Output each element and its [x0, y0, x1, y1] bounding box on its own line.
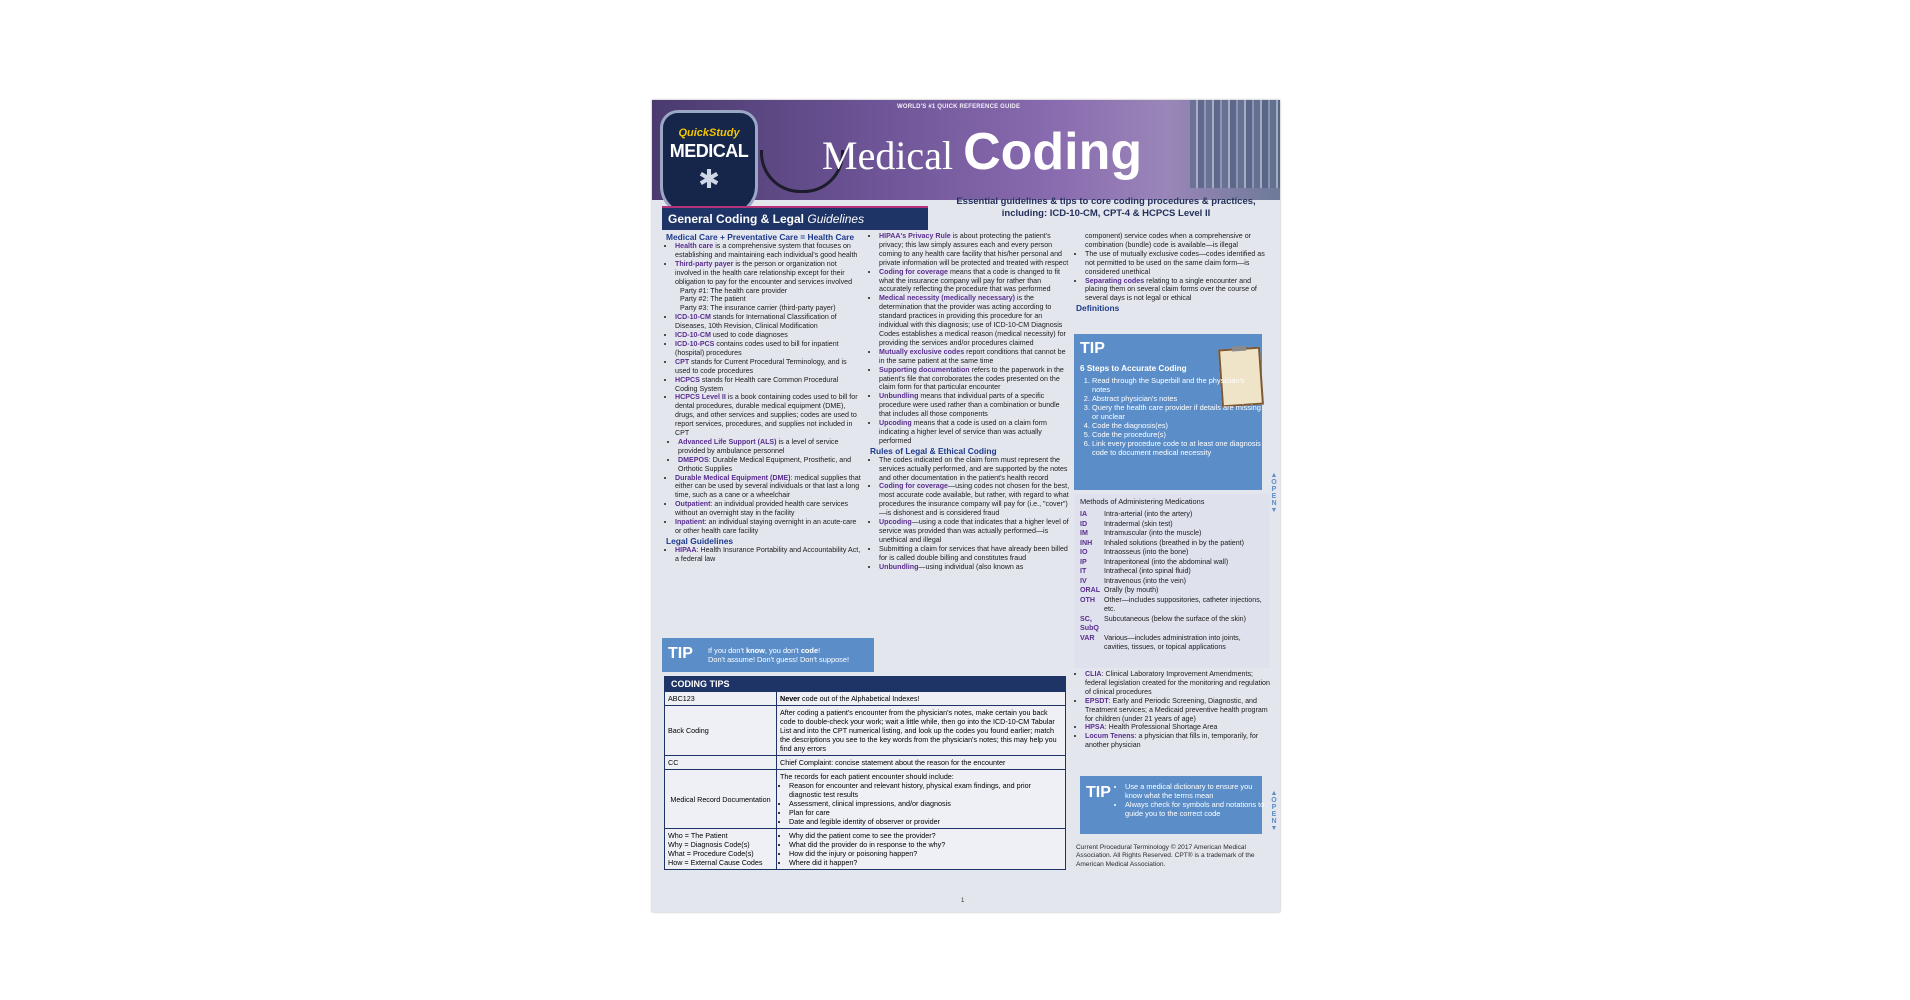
medications-box [1074, 494, 1270, 668]
documentation-list [780, 781, 1062, 826]
list-item: • Upcoding means that a code is used on a claim form indicating a higher level of service than was actually performed [879, 419, 1070, 446]
abbreviation: IV [1080, 576, 1087, 585]
table-row [1080, 510, 1264, 520]
list-item: • Submitting a claim for services that have already been billed for is called double billing and constitutes fraud [879, 545, 1070, 563]
step-item: 3. Query the health care provider if details are missing or unclear [1092, 403, 1262, 421]
col1-heading: Medical Care + Preventative Care = Health Care [666, 232, 855, 242]
quickstudy-logo [660, 110, 758, 216]
table-row [1080, 634, 1264, 653]
coding-tips-table [664, 676, 1066, 870]
tagline: WORLD'S #1 QUICK REFERENCE GUIDE [897, 104, 1021, 110]
list-item: • ICD-10-CM stands for International Classification of Diseases, 10th Revision, Clinical Modification [675, 313, 862, 331]
table-row [665, 706, 1065, 756]
party-item: Party #1: The health care provider [680, 286, 788, 295]
legal-heading: Legal Guidelines [666, 535, 734, 546]
row-text: The records for each patient encounter should include: • Reason for encounter and relevant history, physical exam findings, and prior diagnostic test results • Assessment, clinical impressions, and/or diagnosis • Plan for care • Date and legible identity of observer or provider [777, 770, 1066, 829]
header-banner [652, 100, 1280, 200]
abbreviation: IA [1080, 510, 1088, 518]
abbreviation: IP [1080, 557, 1087, 566]
description: Intramuscular (into the muscle) [1104, 529, 1202, 537]
column-4 [1076, 670, 1272, 750]
tip-box-3 [1080, 776, 1265, 834]
row-label: CC [665, 756, 777, 770]
table-row [1080, 529, 1264, 539]
party-list [666, 287, 862, 314]
description: Intravenous (into the vein) [1104, 576, 1187, 585]
table-row [1080, 596, 1264, 615]
list-item: • Always check for symbols and notations to guide you to the correct code [1125, 800, 1267, 818]
w-label: What = Procedure Code(s) [668, 849, 754, 858]
step-item: 6. Link every procedure code to at least one diagnosis code to document medical necessity [1092, 439, 1262, 457]
table-row [1080, 567, 1264, 577]
tip-label: TIP [668, 645, 693, 662]
abbreviation: IO [1080, 548, 1088, 556]
row-label: ABC123 [665, 692, 777, 706]
w-label: Why = Diagnosis Code(s) [668, 840, 750, 849]
w-label: How = External Cause Codes [668, 858, 763, 867]
column-2 [870, 232, 1070, 572]
questions-list [780, 831, 1062, 867]
list-item: • The codes indicated on the claim form must represent the services actually performed, and are supported by the notes and other documentation in the patient's health record [879, 456, 1070, 483]
tip-text: If you don't know, you don't code! Don't assume! Don't guess! Don't suppose! [708, 646, 850, 664]
description: Subcutaneous (below the surface of the skin) [1104, 614, 1246, 623]
list-item: • CLIA: Clinical Laboratory Improvement Amendments; federal legislation created for the monitoring and regulation of clinical procedures [1085, 670, 1272, 697]
reference-sheet [652, 100, 1280, 912]
col3-list [1076, 250, 1272, 303]
tip3-list [1116, 782, 1267, 818]
title-light: Medical [822, 133, 954, 178]
copyright-notice: Current Procedural Terminology © 2017 American Medical Association. All Rights Reserved. CPT® is a trademark of the American Medical Association. [1076, 844, 1255, 868]
list-item: • Locum Tenens: a physician that fills in, temporarily, for another physician [1085, 732, 1272, 750]
tip-box-1 [662, 638, 874, 672]
title-bold: Coding [963, 123, 1143, 181]
table-row [1080, 586, 1264, 596]
tip-label: TIP [1080, 340, 1105, 357]
col4-list [1076, 670, 1272, 750]
list-item: • HIPAA: Health Insurance Portability and Accountability Act, a federal law [675, 546, 862, 564]
list-item: • Coding for coverage—using codes not chosen for the best, most accurate code available, but rather, with regard to what procedures the insurance company will pay for (i.e., "cover")—is dishonest and is considered fraud [879, 482, 1070, 518]
col1-list [666, 242, 862, 287]
list-item: • Coding for coverage means that a code is changed to fit what the insurance company will pay for rather than accurately reflecting the procedure that was performed [879, 268, 1070, 295]
col1-sublist [666, 438, 862, 474]
steps-title: 6 Steps to Accurate Coding [1080, 364, 1187, 373]
abbreviation: ORAL [1080, 586, 1101, 594]
list-item: • HCPCS stands for Health care Common Procedural Coding System [675, 376, 862, 394]
list-item: • ICD-10-PCS contains codes used to bill for inpatient (hospital) procedures [675, 340, 862, 358]
table-row [665, 756, 1065, 770]
row-label: Medical Record Documentation [665, 770, 777, 829]
list-item: • Upcoding—using a code that indicates that a higher level of service was provided than was actually performed—is unethical and illegal [879, 518, 1070, 545]
coding-tips-title: CODING TIPS [665, 677, 1065, 691]
list-item: • Separating codes relating to a single encounter and placing them on several claim forms over the course of several days is not legal or ethical [1085, 277, 1272, 304]
list-item: • HCPCS Level II is a book containing codes used to bill for dental procedures, durable medical equipment (DME), drugs, and other services and supplies; codes are used to report services, procedures, and supplies not included in CPT [675, 393, 862, 438]
table-row [1080, 558, 1264, 568]
logo-brand: QuickStudy [678, 127, 740, 139]
list-item: • Health care is a comprehensive system that focuses on establishing and maintaining each individual's good health [675, 242, 862, 260]
description: Intraosseus (into the bone) [1104, 548, 1189, 556]
list-item: • ICD-10-CM used to code diagnoses [675, 331, 862, 340]
list-item: • Advanced Life Support (ALS) is a level of service provided by ambulance personnel [678, 438, 862, 456]
table-row [1080, 520, 1264, 530]
list-item: • What did the provider do in response to the why? [789, 840, 1062, 849]
list-item: • Plan for care [789, 808, 1062, 817]
list-item: • How did the injury or poisoning happen? [789, 849, 1062, 858]
list-item: • Outpatient: an individual provided health care services without an overnight stay in the facility [675, 500, 862, 518]
column-1 [666, 232, 862, 564]
row-text [777, 829, 1066, 870]
step-item: 5. Code the procedure(s) [1092, 430, 1262, 439]
list-item: • Reason for encounter and relevant history, physical exam findings, and prior diagnostic test results [789, 781, 1062, 799]
row-label: Back Coding [665, 706, 777, 756]
abbreviation: ID [1080, 519, 1088, 528]
column-3 [1076, 232, 1272, 313]
col3-continuation: component) service codes when a comprehensive or combination (bundle) code is available—is illegal [1085, 232, 1251, 249]
party-item: Party #3: The insurance carrier (third-party payer) [680, 304, 836, 313]
description: Intraperitoneal (into the abdominal wall) [1104, 557, 1229, 566]
list-item: • Medical necessity (medically necessary) is the determination that the provider was acting according to standard practices in providing this procedure for an individual with this diagnosis; use of ICD-10-CM Diagnosis Codes establishes a medical reason (medical necessity) for providing the services and/or procedures claimed [879, 294, 1070, 347]
medications-table [1080, 510, 1264, 653]
list-item: • DMEPOS: Durable Medical Equipment, Prosthetic, and Orthotic Supplies [678, 456, 862, 474]
list-item: • Why did the patient come to see the provider? [789, 831, 1062, 840]
description: Intrathecal (into spinal fluid) [1104, 567, 1191, 575]
rules-heading: Rules of Legal & Ethical Coding [870, 445, 997, 456]
list-item: • Durable Medical Equipment (DME): medical supplies that either can be used by several individuals or that last a long time, such as a cane or a wheelchair [675, 474, 862, 501]
table-row [1080, 548, 1264, 558]
definitions-heading: Definitions [1076, 303, 1120, 314]
party-item: Party #2: The patient [680, 295, 746, 304]
rules-list [870, 456, 1070, 572]
abbreviation: OTH [1080, 595, 1095, 604]
table-row [665, 770, 1065, 829]
star-of-life-icon: ✱ [698, 164, 720, 194]
description: Various—includes administration into joints, cavities, tissues, or topical applications [1104, 633, 1241, 651]
w-label: Who = The Patient [668, 831, 728, 840]
legal-list [666, 546, 862, 564]
list-item: • HIPAA's Privacy Rule is about protecting the patient's privacy; this law simply assures each and every person coming to any health care facility that his/her personal and private information will be protected and treated with respect [879, 232, 1070, 268]
list-item: • Where did it happen? [789, 858, 1062, 867]
description: Intradermal (skin test) [1104, 519, 1173, 528]
page-title [822, 122, 1142, 182]
description: Other—includes suppositories, catheter injections, etc. [1104, 595, 1262, 613]
table-row [665, 829, 1065, 870]
abbreviation: IM [1080, 529, 1088, 537]
description: Orally (by mouth) [1104, 586, 1159, 594]
list-item: • Unbundling—using individual (also known as [879, 563, 1070, 572]
tip-label: TIP [1086, 784, 1111, 801]
table-row [1080, 577, 1264, 587]
section-heading: General Coding & Legal Guidelines [662, 206, 928, 230]
list-item: • Supporting documentation refers to the paperwork in the patient's file that corroborates the codes presented on the claim form for that particular encounter [879, 366, 1070, 393]
row-text: After coding a patient's encounter from the physician's notes, make certain you back code to double-check your work; wait a little while, then go into the ICD-10-CM Tabular List and into the CPT numerical listing, and look up the codes you found earlier; match the descriptions you see to the key words from the physician's notes; this may help you find any errors [777, 706, 1066, 756]
col1-list-2 [666, 313, 862, 438]
description: Inhaled solutions (breathed in by the patient) [1104, 538, 1244, 547]
list-item: • Unbundling means that individual parts of a specific procedure were used rather than a combination or bundle that includes all those components [879, 392, 1070, 419]
steps-list [1078, 376, 1262, 457]
medications-title: Methods of Administering Medications [1080, 497, 1205, 506]
list-item: • Use a medical dictionary to ensure you know what the terms mean [1125, 782, 1267, 800]
list-item: • HPSA: Health Professional Shortage Area [1085, 723, 1272, 732]
logo-category: MEDICAL [669, 141, 749, 161]
list-item: • Date and legible identity of observer or provider [789, 817, 1062, 826]
step-item: 4. Code the diagnosis(es) [1092, 421, 1262, 430]
list-item: • The use of mutually exclusive codes—codes identified as not permitted to be used on the same claim form—is considered unethical [1085, 250, 1272, 277]
tip-box-steps [1074, 334, 1262, 490]
subtitle: Essential guidelines & tips to core coding procedures & practices, including: ICD-10-CM, CPT-4 & HCPCS Level II [956, 196, 1256, 219]
step-item: 2. Abstract physician's notes [1092, 394, 1262, 403]
abbreviation: IT [1080, 567, 1087, 575]
description: Intra-arterial (into the artery) [1104, 510, 1193, 518]
row-text: Chief Complaint: concise statement about the reason for the encounter [777, 756, 1066, 770]
table-row [1080, 615, 1264, 634]
page-number: 1 [961, 898, 965, 904]
list-item: • Assessment, clinical impressions, and/or diagnosis [789, 799, 1062, 808]
col1-list-3 [666, 474, 862, 536]
list-item: • Third-party payer is the person or organization not involved in the health care relationship except for their obligation to pay for the encounter and services involved [675, 260, 862, 287]
table-row [665, 692, 1065, 706]
list-item: • CPT stands for Current Procedural Terminology, and is used to code procedures [675, 358, 862, 376]
table-row [1080, 539, 1264, 549]
list-item: • EPSDT: Early and Periodic Screening, Diagnostic, and Treatment services; a Medicaid preventive health program for children (under 21 years of age) [1085, 697, 1272, 724]
open-tab-marker: ▲ O P E N ▼ [1270, 472, 1278, 514]
col2-list [870, 232, 1070, 446]
abbreviation: VAR [1080, 633, 1095, 642]
shelves-graphic [1190, 100, 1280, 188]
list-item: • Mutually exclusive codes report conditions that cannot be in the same patient at the same time [879, 348, 1070, 366]
row-text: Never code out of the Alphabetical Indexes! [777, 692, 1066, 706]
abbreviation: SC, SubQ [1080, 614, 1099, 632]
step-item: 1. Read through the Superbill and the physician's notes [1092, 376, 1262, 394]
row-label [665, 829, 777, 870]
open-tab-marker: ▲ O P E N ▼ [1270, 790, 1278, 832]
abbreviation: INH [1080, 538, 1093, 547]
list-item: • Inpatient: an individual staying overnight in an acute-care or other health care facility [675, 518, 862, 536]
